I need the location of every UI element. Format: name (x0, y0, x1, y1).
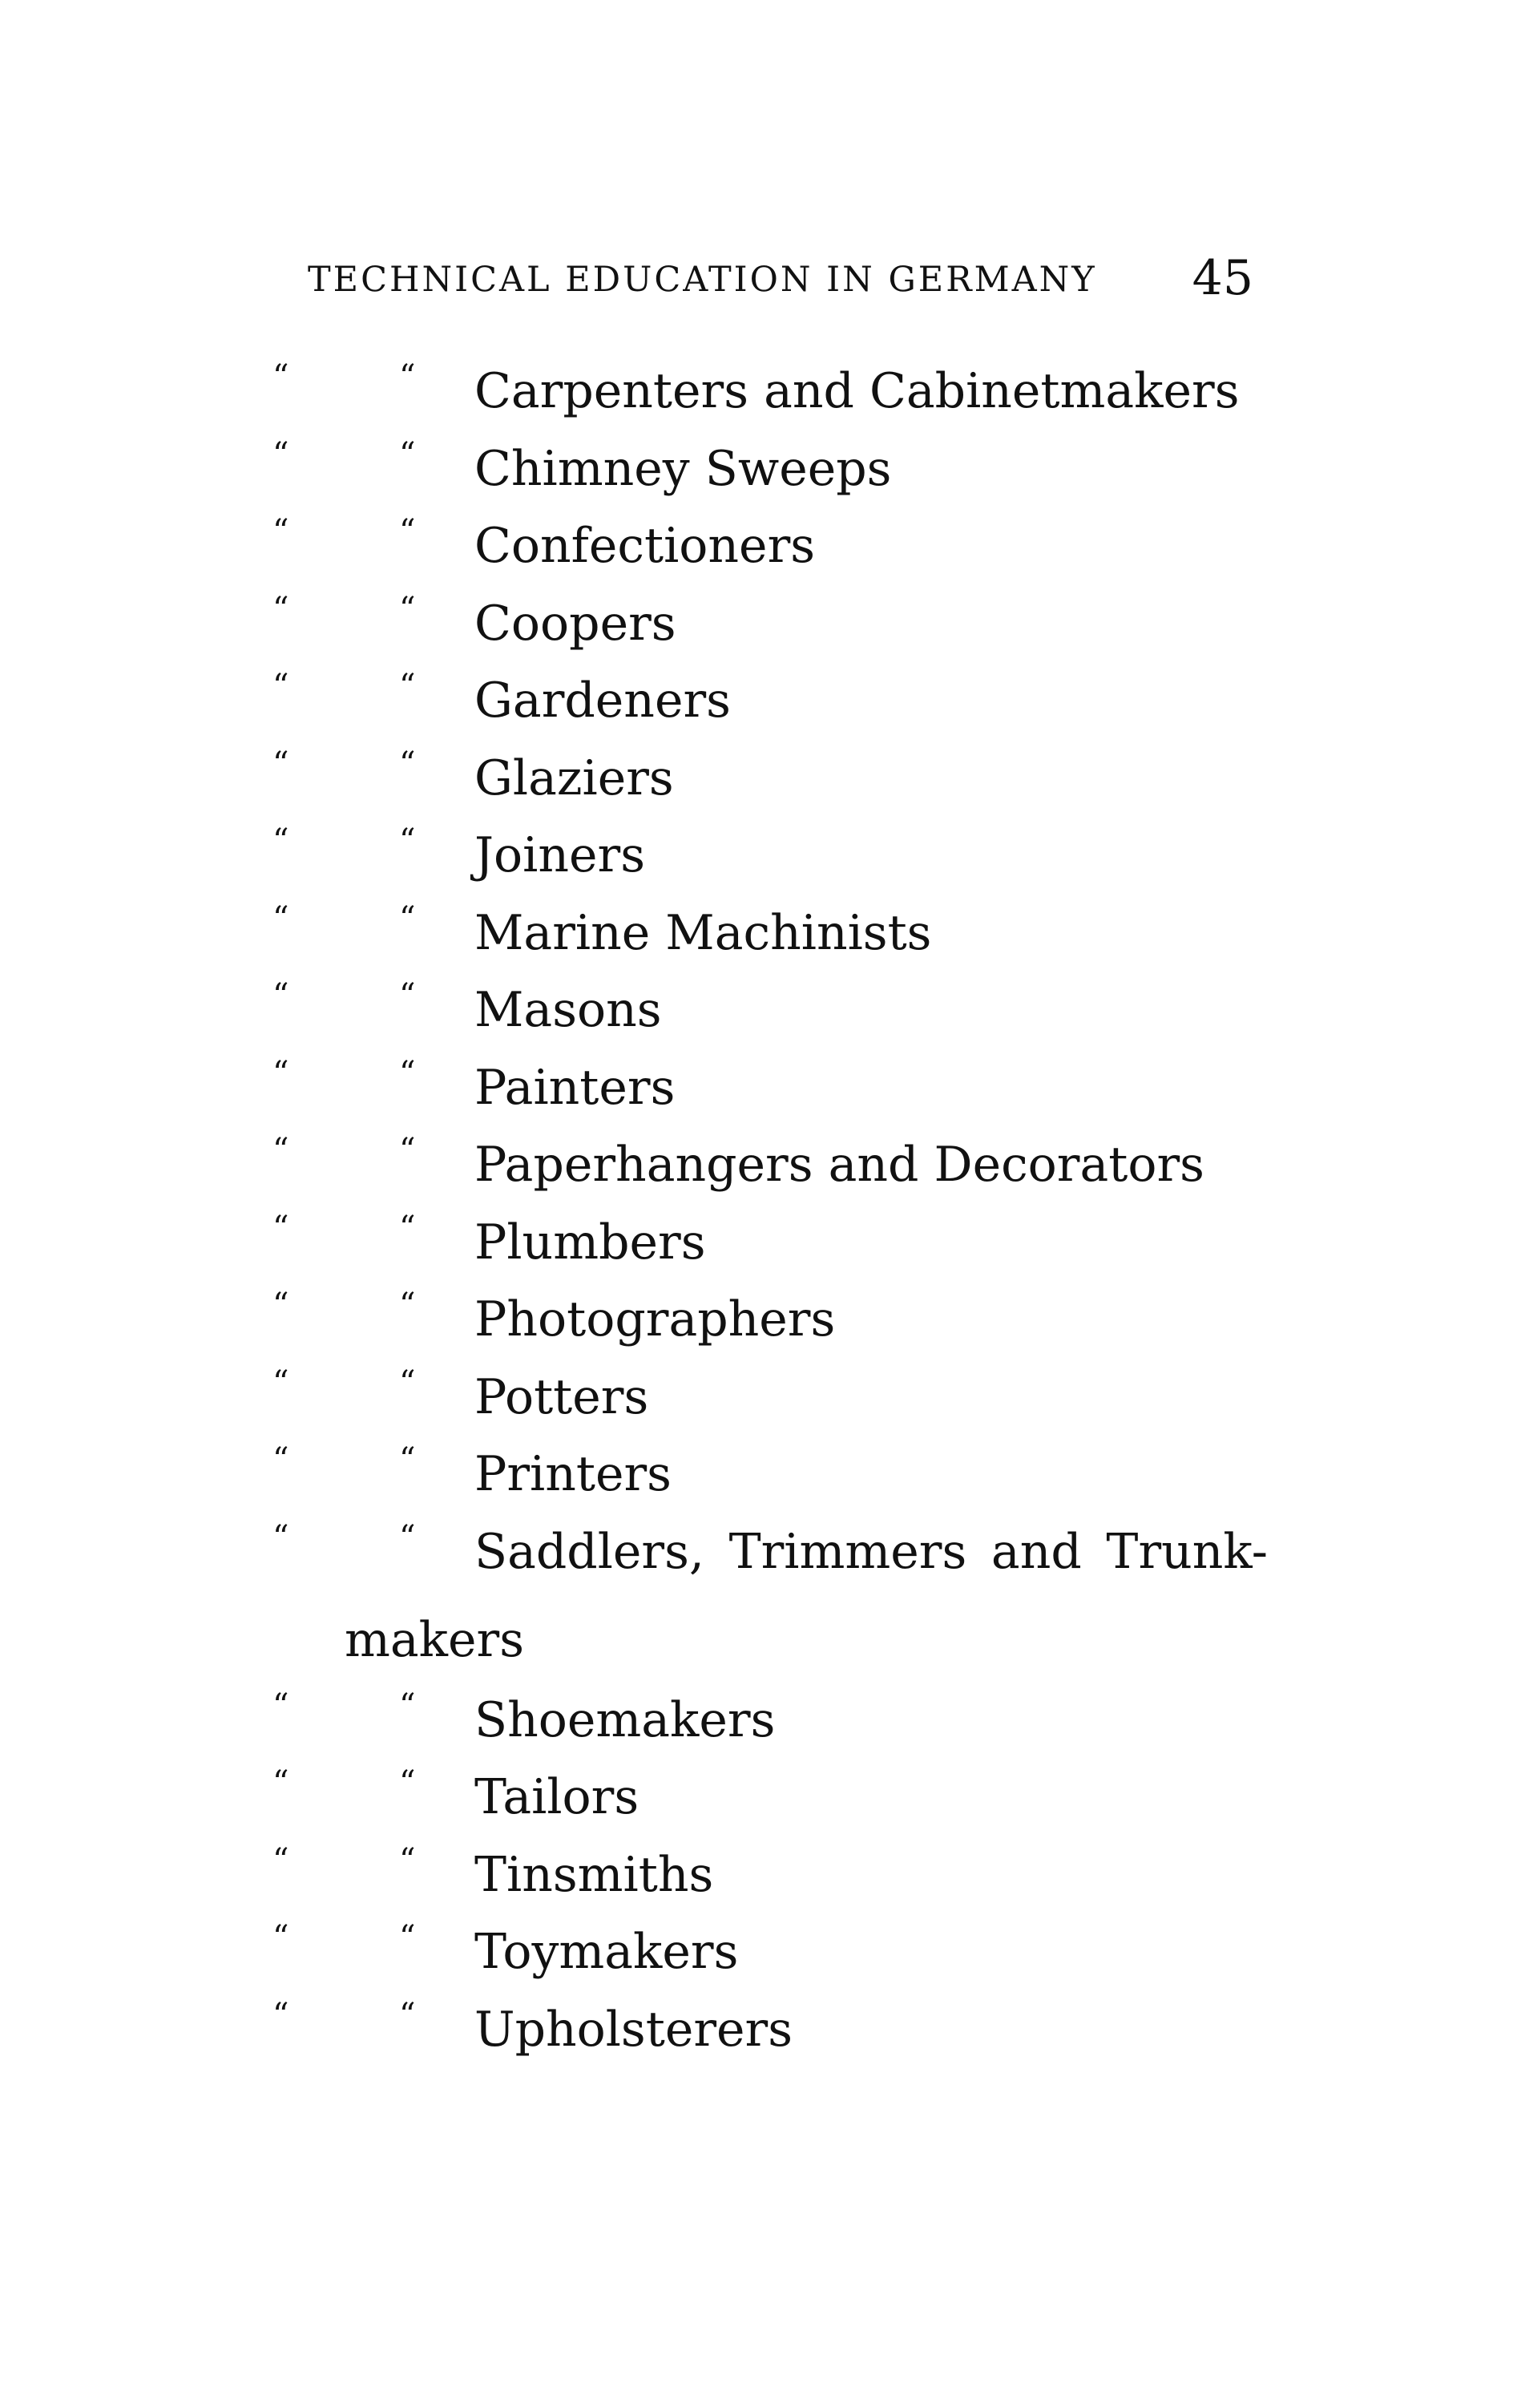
list-item (264, 1759, 1274, 1836)
trade-name: Masons (474, 982, 662, 1038)
ditto-mark: “ (272, 899, 289, 937)
ditto-mark: “ (272, 1287, 289, 1323)
ditto-mark: “ (399, 1287, 416, 1323)
trade-name: Gardeners (474, 673, 731, 729)
trade-name: Upholsterers (474, 2001, 793, 2058)
trade-name: Glaziers (474, 749, 674, 806)
ditto-mark: “ (272, 745, 289, 782)
ditto-mark: “ (399, 1687, 416, 1724)
list-item (264, 507, 1274, 585)
ditto-mark: “ (399, 1209, 416, 1246)
list-item (264, 662, 1274, 740)
list-item (264, 1204, 1274, 1282)
trade-name: Printers (474, 1446, 672, 1502)
ditto-mark: “ (399, 1054, 416, 1092)
trade-name: Chimney Sweeps (474, 440, 892, 497)
ditto-mark: “ (272, 1441, 289, 1478)
trade-name-continuation: makers (345, 1611, 525, 1668)
trade-list (264, 353, 1274, 2068)
list-item (264, 1991, 1274, 2069)
list-item (264, 1836, 1274, 1914)
ditto-mark: “ (272, 1518, 289, 1556)
ditto-mark: “ (272, 668, 289, 705)
ditto-mark: “ (399, 358, 416, 395)
ditto-mark: “ (272, 513, 289, 550)
list-item (264, 817, 1274, 895)
ditto-mark: “ (399, 745, 416, 782)
ditto-mark: “ (272, 1687, 289, 1724)
ditto-mark: “ (272, 1841, 289, 1879)
ditto-mark: “ (399, 822, 416, 859)
page-number: 45 (1192, 250, 1253, 306)
ditto-mark: “ (399, 899, 416, 937)
list-item (264, 353, 1274, 430)
ditto-mark: “ (272, 358, 289, 395)
ditto-mark: “ (272, 822, 289, 859)
ditto-mark: “ (399, 1364, 416, 1401)
list-item (264, 1049, 1274, 1127)
list-item (264, 1913, 1274, 1991)
trade-name: Coopers (474, 595, 676, 652)
list-item (264, 1281, 1274, 1359)
list-item (264, 1436, 1274, 1513)
ditto-mark: “ (399, 1764, 416, 1801)
trade-name: Marine Machinists (474, 904, 932, 961)
list-item (264, 1126, 1274, 1204)
ditto-mark: “ (272, 435, 289, 473)
ditto-mark: “ (272, 1132, 289, 1169)
ditto-mark: “ (399, 1919, 416, 1956)
list-item (264, 585, 1274, 663)
list-item (264, 740, 1274, 818)
ditto-mark: “ (272, 977, 289, 1014)
ditto-mark: “ (399, 977, 416, 1014)
trade-name: Tinsmiths (474, 1846, 714, 1903)
list-item (264, 1513, 1274, 1682)
trade-name: Plumbers (474, 1214, 706, 1271)
running-title: TECHNICAL EDUCATION IN GERMANY (308, 260, 1097, 300)
ditto-mark: “ (272, 1209, 289, 1246)
trade-name: Tailors (474, 1769, 639, 1825)
ditto-mark: “ (272, 1364, 289, 1401)
running-head (308, 250, 1253, 306)
ditto-mark: “ (272, 1764, 289, 1801)
ditto-mark: “ (399, 590, 416, 628)
ditto-mark: “ (399, 668, 416, 705)
ditto-mark: “ (399, 1441, 416, 1478)
trade-name: Joiners (474, 827, 645, 883)
ditto-mark: “ (272, 1996, 289, 2034)
ditto-mark: “ (272, 1054, 289, 1092)
list-item (264, 430, 1274, 508)
trade-name: Carpenters and Cabinetmakers (474, 363, 1240, 419)
trade-name: Shoemakers (474, 1691, 776, 1748)
trade-name (345, 1513, 1268, 1679)
list-item (264, 1359, 1274, 1436)
ditto-mark: “ (399, 1518, 416, 1556)
list-item (264, 1682, 1274, 1760)
trade-name: Confectioners (474, 518, 816, 574)
ditto-mark: “ (399, 1841, 416, 1879)
list-item (264, 895, 1274, 972)
trade-name: Painters (474, 1059, 676, 1116)
trade-name: Paperhangers and Decorators (474, 1137, 1204, 1193)
ditto-mark: “ (272, 590, 289, 628)
ditto-mark: “ (399, 1996, 416, 2034)
ditto-mark: “ (399, 1132, 416, 1169)
trade-name: Photographers (474, 1291, 836, 1347)
ditto-mark: “ (399, 435, 416, 473)
trade-name: Potters (474, 1368, 649, 1425)
trade-name: Toymakers (474, 1924, 739, 1980)
trade-name-line: Saddlers, Trimmers and Trunk- (474, 1523, 1268, 1580)
ditto-mark: “ (399, 513, 416, 550)
ditto-mark: “ (272, 1919, 289, 1956)
list-item (264, 972, 1274, 1049)
